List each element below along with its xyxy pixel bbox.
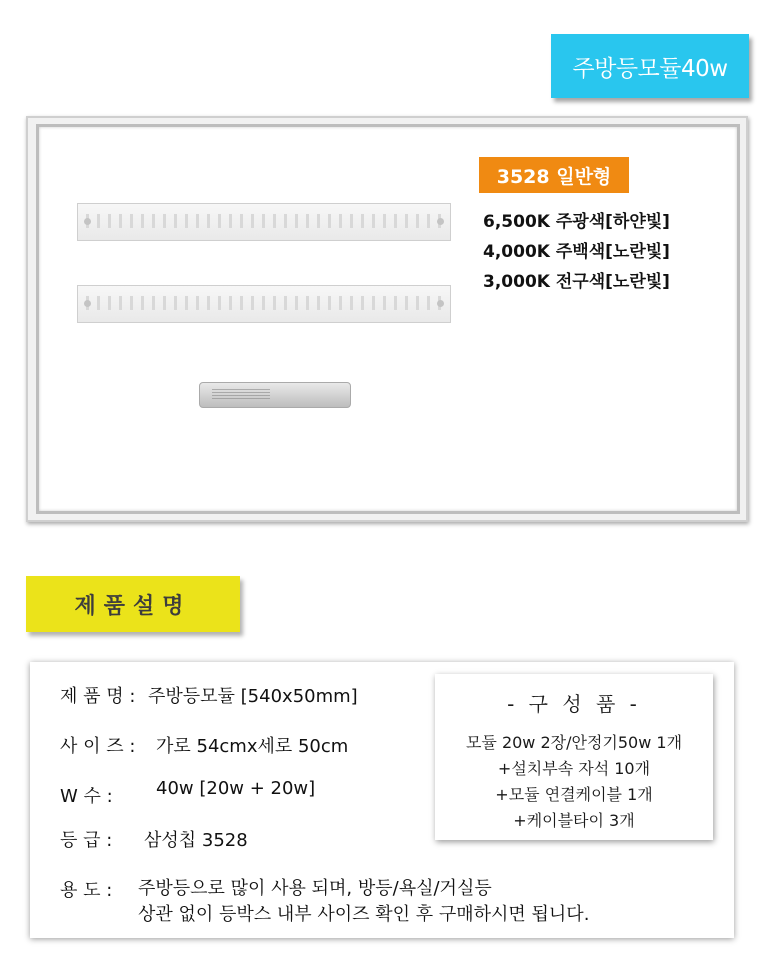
color-temp-option: 4,000K 주백색[노란빛]	[483, 242, 670, 262]
product-name-tag: 주방등모듈40w	[551, 34, 749, 98]
spec-use-line: 상관 없이 등박스 내부 사이즈 확인 후 구매하시면 됩니다.	[138, 904, 590, 925]
ballast-image	[199, 382, 351, 408]
spec-use-line: 주방등으로 많이 사용 되며, 방등/욕실/거실등	[138, 878, 492, 899]
spec-size-label: 사 이 즈 :	[60, 736, 136, 757]
component-item: 모듈 20w 2장/안정기50w 1개	[465, 733, 683, 752]
led-module-image	[77, 285, 451, 323]
color-temp-option: 3,000K 전구색[노란빛]	[483, 272, 670, 292]
spec-use-label: 용 도 :	[60, 880, 113, 901]
spec-watt-label: W 수 :	[60, 786, 113, 807]
spec-name-label: 제 품 명 :	[60, 686, 136, 707]
spec-grade-value: 삼성칩 3528	[144, 830, 248, 851]
product-image-frame	[26, 116, 748, 522]
spec-grade-label: 등 급 :	[60, 830, 113, 851]
led-module-image	[77, 203, 451, 241]
type-badge: 3528 일반형	[479, 157, 629, 193]
spec-watt-value: 40w [20w + 20w]	[156, 778, 316, 799]
component-item: +설치부속 자석 10개	[497, 759, 651, 778]
components-box	[435, 674, 713, 840]
product-description-box	[30, 662, 734, 938]
spec-name-value: 주방등모듈 [540x50mm]	[148, 686, 358, 707]
spec-size-value: 가로 54cmx세로 50cm	[156, 736, 349, 757]
components-title: - 구 성 품 -	[507, 692, 641, 716]
color-temp-option: 6,500K 주광색[하얀빛]	[483, 212, 670, 232]
section-title: 제품설명	[26, 576, 240, 632]
component-item: +모듈 연결케이블 1개	[495, 785, 653, 804]
product-image-area	[36, 124, 740, 514]
component-item: +케이블타이 3개	[513, 811, 635, 830]
